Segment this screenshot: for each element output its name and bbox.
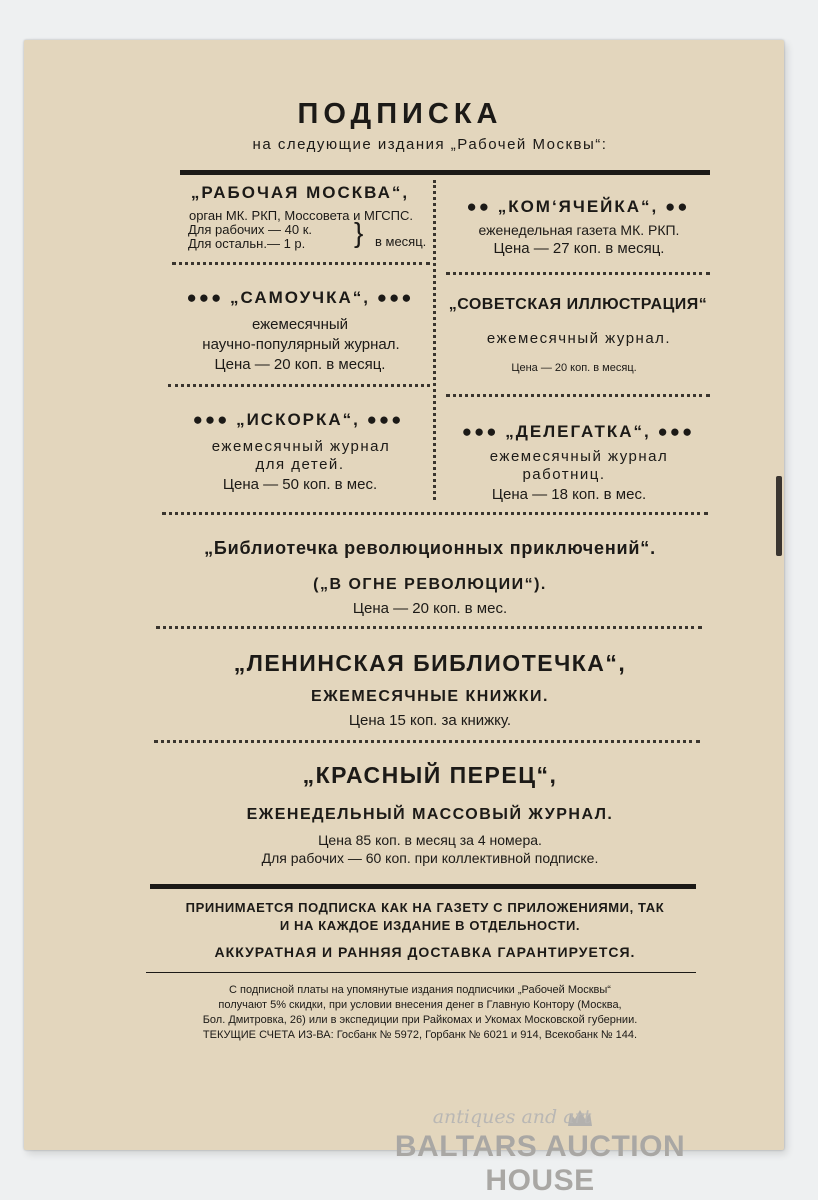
page-edge-shadow: [776, 476, 782, 556]
leninskaya-sub: ЕЖЕМЕСЯЧНЫЕ КНИЖКИ.: [311, 688, 549, 705]
header-rule: [180, 170, 710, 175]
leninskaya-price: Цена 15 коп. за книжку.: [348, 712, 512, 729]
sovetskaya-title: „СОВЕТСКАЯ ИЛЛЮСТРАЦИЯ“: [448, 296, 708, 313]
komyacheyka-price: Цена — 27 коп. в месяц.: [493, 240, 665, 257]
page-subtitle: на следующие издания „Рабочей Москвы“:: [252, 136, 608, 153]
footer-line4: ТЕКУЩИЕ СЧЕТА ИЗ-ВА: Госбанк № 5972, Горбанк № 6021 и 914, Всекобанк № 144.: [202, 1029, 638, 1041]
krasny-title: „КРАСНЫЙ ПЕРЕЦ“,: [302, 762, 558, 788]
iskorka-line2: для детей.: [255, 456, 345, 473]
samouchka-price: Цена — 20 коп. в месяц.: [214, 356, 386, 373]
komyacheyka-title: ●● „КОМ‘ЯЧЕЙКА“, ●●: [466, 197, 690, 216]
krasny-price1: Цена 85 коп. в месяц за 4 номера.: [318, 832, 542, 848]
rabochaya-per-month: в месяц.: [375, 234, 427, 249]
samouchka-line2: научно-популярный журнал.: [202, 336, 400, 353]
krasny-sub: ЕЖЕНЕДЕЛЬНЫЙ МАССОВЫЙ ЖУРНАЛ.: [246, 806, 614, 823]
rabochaya-brace: }: [354, 217, 364, 248]
notice-line2: И НА КАЖДОЕ ИЗДАНИЕ В ОТДЕЛЬНОСТИ.: [279, 918, 581, 933]
page-title: ПОДПИСКА: [297, 98, 503, 130]
divider-dots: [446, 394, 710, 397]
notice-line3: АККУРАТНАЯ И РАННЯЯ ДОСТАВКА ГАРАНТИРУЕТСЯ.: [214, 944, 636, 960]
rabochaya-line3: Для остальн.— 1 р.: [188, 236, 306, 251]
iskorka-line1: ежемесячный журнал: [211, 438, 391, 455]
rabochaya-line1: орган МК. РКП, Моссовета и МГСПС.: [188, 208, 414, 223]
sovetskaya-price: Цена — 20 коп. в месяц.: [511, 362, 637, 374]
samouchka-title: ●●● „САМОУЧКА“, ●●●: [186, 288, 414, 307]
divider-dots: [168, 384, 430, 387]
delegatka-line2: работниц.: [522, 466, 606, 483]
delegatka-price: Цена — 18 коп. в мес.: [491, 486, 647, 503]
iskorka-price: Цена — 50 коп. в мес.: [222, 476, 378, 493]
divider-dots: [162, 512, 708, 515]
footer-line3: Бол. Дмитровка, 26) или в экспедиции при Райкомах и Укомах Московской губернии.: [202, 1014, 638, 1026]
delegatka-line1: ежемесячный журнал: [489, 448, 669, 465]
divider-dots: [154, 740, 700, 743]
watermark-brand: BALTARS AUCTION HOUSE: [394, 1130, 686, 1197]
biblioteka-sub: („В ОГНЕ РЕВОЛЮЦИИ“).: [313, 576, 547, 593]
divider-dots: [172, 262, 430, 265]
delegatka-title: ●●● „ДЕЛЕГАТКА“, ●●●: [461, 422, 695, 441]
leninskaya-title: „ЛЕНИНСКАЯ БИБЛИОТЕЧКА“,: [233, 650, 627, 676]
notice-rule: [150, 884, 696, 889]
iskorka-title: ●●● „ИСКОРКА“, ●●●: [192, 410, 404, 429]
biblioteka-title: „Библиотечка революционных приключений“.: [204, 538, 656, 558]
rabochaya-title: „РАБОЧАЯ МОСКВА“,: [190, 183, 410, 202]
divider-dots: [446, 272, 710, 275]
footer-rule: [146, 972, 696, 973]
komyacheyka-line1: еженедельная газета МК. РКП.: [478, 222, 680, 238]
krasny-price2: Для рабочих — 60 коп. при коллективной подписке.: [261, 850, 599, 866]
rabochaya-line2: Для рабочих — 40 к.: [188, 222, 313, 237]
divider-dots: [156, 626, 702, 629]
samouchka-line1: ежемесячный: [251, 316, 349, 333]
sovetskaya-line1: ежемесячный журнал.: [486, 330, 672, 347]
biblioteka-price: Цена — 20 коп. в мес.: [352, 600, 508, 617]
watermark-tagline: antiques and art: [432, 1106, 592, 1128]
column-divider: [433, 180, 436, 500]
footer-line2: получают 5% скидки, при условии внесения денег в Главную Контору (Москва,: [218, 999, 622, 1011]
notice-line1: ПРИНИМАЕТСЯ ПОДПИСКА КАК НА ГАЗЕТУ С ПРИЛОЖЕНИЯМИ, ТАК: [185, 900, 665, 915]
footer-line1: С подписной платы на упомянутые издания подписчики „Рабочей Москвы“: [229, 984, 611, 996]
